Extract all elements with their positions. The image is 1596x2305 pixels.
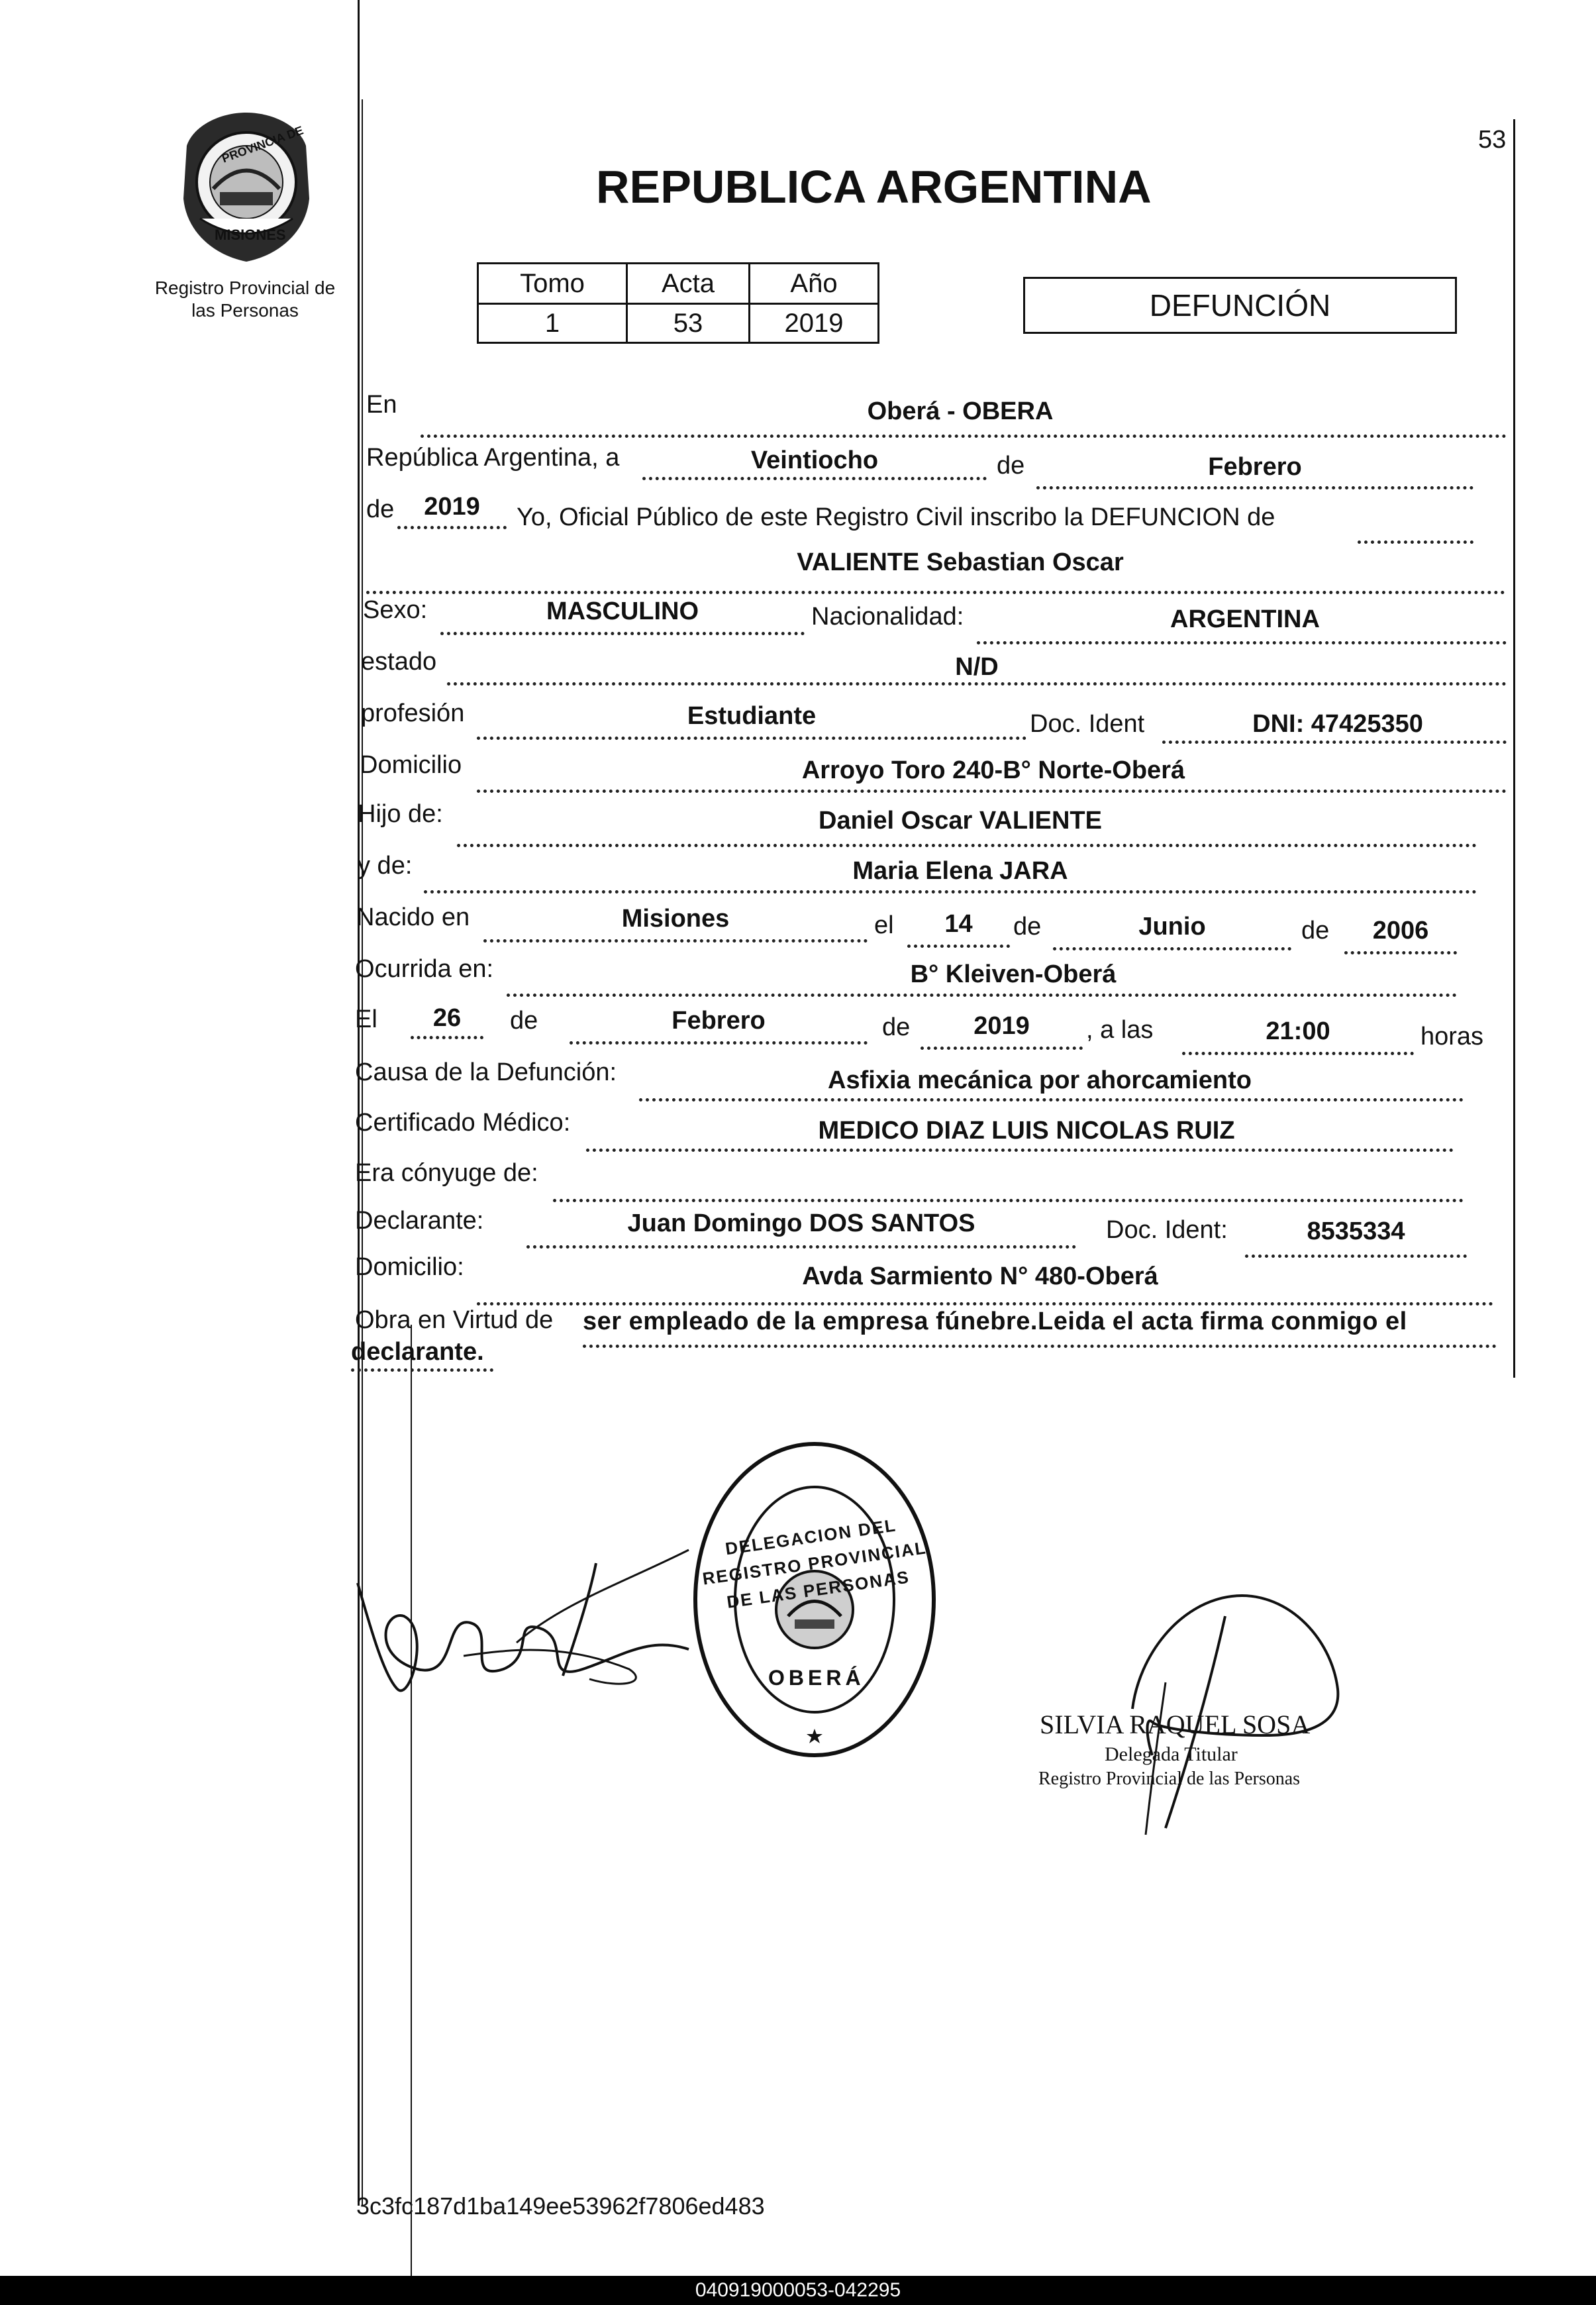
en-label: En bbox=[366, 391, 397, 419]
doc-ident-value: DNI: 47425350 bbox=[1252, 710, 1423, 738]
certificado-label: Certificado Médico: bbox=[355, 1109, 571, 1137]
estado-dotline bbox=[447, 682, 1507, 686]
stamp-city: OBERÁ bbox=[768, 1666, 865, 1690]
table-header-acta: Acta bbox=[626, 262, 750, 305]
domicilio-label: Domicilio bbox=[360, 751, 462, 779]
registry-line1: Registro Provincial de bbox=[154, 278, 336, 298]
registry-stamp bbox=[689, 1437, 940, 1762]
day-dotline bbox=[642, 477, 987, 480]
official-institution: Registro Provincial de las Personas bbox=[1038, 1768, 1301, 1789]
y-de-dotline bbox=[424, 890, 1477, 894]
obra-dotline-2 bbox=[351, 1368, 493, 1372]
table-header-ano: Año bbox=[748, 262, 879, 305]
month-text: Febrero bbox=[1208, 453, 1302, 481]
name-dotline bbox=[366, 591, 1505, 594]
a-las-label: , a las bbox=[1086, 1016, 1154, 1044]
declarante-domicilio-value: Avda Sarmiento N° 480-Oberá bbox=[802, 1262, 1158, 1290]
domicilio-value: Arroyo Toro 240-B° Norte-Oberá bbox=[801, 756, 1185, 784]
month-dotline bbox=[1036, 486, 1473, 489]
nacido-label: Nacido en bbox=[356, 903, 470, 931]
year-value: 2019 bbox=[424, 493, 480, 521]
en-value: Oberá - OBERA bbox=[867, 397, 1054, 425]
death-place: B° Kleiven-Oberá bbox=[910, 960, 1117, 988]
declarante-dotline bbox=[526, 1245, 1076, 1249]
conyuge-label: Era cónyuge de: bbox=[355, 1159, 538, 1187]
declarante-value: Juan Domingo DOS SANTOS bbox=[627, 1209, 975, 1237]
registry-label bbox=[146, 277, 344, 322]
year-dotline bbox=[397, 526, 507, 529]
seal-text-bottom: MISIONES bbox=[215, 227, 286, 243]
death-day-dotline bbox=[411, 1036, 483, 1039]
declarante-doc-value: 8535334 bbox=[1307, 1217, 1405, 1245]
doc-ident-label: Doc. Ident bbox=[1030, 710, 1145, 738]
right-margin-line bbox=[1513, 119, 1515, 1378]
province-seal-logo bbox=[174, 106, 319, 265]
birth-month: Junio bbox=[1138, 913, 1206, 941]
barcode-id: 040919000053-042295 bbox=[695, 2279, 901, 2301]
sexo-value: MASCULINO bbox=[546, 597, 699, 625]
mother-name: Maria Elena JARA bbox=[852, 857, 1068, 885]
stamp-ring-text: DELEGACION DEL REGISTRO PROVINCIAL DE LAS PERSONAS bbox=[701, 1515, 928, 1612]
day-text: Veintiocho bbox=[750, 446, 879, 474]
sexo-dotline bbox=[440, 632, 805, 635]
ocurrida-dotline bbox=[507, 994, 1457, 997]
birth-year: 2006 bbox=[1372, 917, 1429, 945]
death-time: 21:00 bbox=[1266, 1017, 1330, 1045]
document-hash: 3c3fc187d1ba149ee53962f7806ed483 bbox=[356, 2192, 765, 2220]
declarante-label: Declarante: bbox=[355, 1207, 484, 1235]
sexo-label: Sexo: bbox=[363, 596, 428, 624]
death-year: 2019 bbox=[973, 1012, 1030, 1040]
nacionalidad-dotline bbox=[977, 641, 1507, 644]
obra-value-line2: declarante. bbox=[351, 1338, 484, 1366]
seal-text-top: PROVINCIA DE bbox=[220, 123, 305, 166]
statement-dotline bbox=[1358, 540, 1473, 544]
official-name: SILVIA RAQUEL SOSA bbox=[1040, 1710, 1311, 1739]
record-type-box: DEFUNCIÓN bbox=[1023, 277, 1457, 334]
death-time-dotline bbox=[1182, 1052, 1414, 1055]
birth-place-dotline bbox=[483, 939, 868, 943]
profesion-value: Estudiante bbox=[687, 702, 817, 730]
ocurrida-label: Ocurrida en: bbox=[355, 955, 494, 983]
table-value-ano: 2019 bbox=[748, 303, 879, 344]
republica-label: República Argentina, a bbox=[366, 444, 620, 472]
hijo-dotline bbox=[457, 844, 1477, 847]
y-de-label: y de: bbox=[358, 852, 413, 880]
official-title: Delegada Titular bbox=[1105, 1743, 1238, 1765]
page-number: 53 bbox=[1478, 126, 1507, 154]
birth-month-dotline bbox=[1053, 947, 1291, 950]
fold-line bbox=[411, 1325, 412, 2292]
birth-day-dotline bbox=[907, 945, 1010, 948]
obra-dotline bbox=[583, 1345, 1497, 1348]
domicilio-dotline bbox=[477, 790, 1507, 793]
table-header-tomo: Tomo bbox=[477, 262, 628, 305]
birth-year-dotline bbox=[1344, 951, 1457, 954]
de-label-2: de bbox=[366, 495, 395, 523]
table-value-acta: 53 bbox=[626, 303, 750, 344]
de-label-6: de bbox=[882, 1013, 911, 1041]
registry-line2: las Personas bbox=[191, 300, 299, 321]
statement-text: Yo, Oficial Público de este Registro Civil inscribo la DEFUNCION de bbox=[517, 503, 1275, 531]
conyuge-dotline bbox=[553, 1199, 1464, 1202]
doc-ident-dotline bbox=[1162, 741, 1507, 744]
birth-place: Misiones bbox=[621, 905, 730, 933]
de-label-3: de bbox=[1013, 913, 1042, 941]
de-label-4: de bbox=[1301, 917, 1330, 945]
causa-label: Causa de la Defunción: bbox=[355, 1058, 617, 1086]
en-dotline bbox=[421, 435, 1507, 438]
table-value-tomo: 1 bbox=[477, 303, 628, 344]
el-label: el bbox=[874, 911, 894, 939]
declarante-domicilio-label: Domicilio: bbox=[355, 1253, 464, 1281]
death-month-dotline bbox=[570, 1041, 868, 1045]
certificado-value: MEDICO DIAZ LUIS NICOLAS RUIZ bbox=[818, 1117, 1235, 1145]
obra-label: Obra en Virtud de bbox=[355, 1306, 554, 1334]
father-name: Daniel Oscar VALIENTE bbox=[819, 807, 1102, 835]
causa-dotline bbox=[639, 1098, 1464, 1101]
left-margin-line bbox=[358, 0, 360, 2206]
declarante-doc-label: Doc. Ident: bbox=[1106, 1216, 1228, 1244]
estado-label: estado bbox=[361, 648, 437, 676]
death-month: Febrero bbox=[672, 1007, 766, 1035]
nacionalidad-value: ARGENTINA bbox=[1170, 605, 1320, 633]
deceased-name: VALIENTE Sebastian Oscar bbox=[797, 548, 1124, 576]
obra-value-line1: ser empleado de la empresa fúnebre.Leida el acta firma conmigo el bbox=[583, 1307, 1407, 1335]
declarante-doc-dotline bbox=[1245, 1255, 1467, 1258]
death-year-dotline bbox=[921, 1047, 1083, 1050]
de-label-5: de bbox=[510, 1007, 538, 1035]
declarant-signature bbox=[344, 1537, 702, 1709]
profesion-label: profesión bbox=[361, 699, 465, 727]
estado-value: N/D bbox=[955, 653, 999, 681]
declarante-domicilio-dotline bbox=[477, 1302, 1493, 1306]
causa-value: Asfixia mecánica por ahorcamiento bbox=[828, 1066, 1252, 1094]
birth-day: 14 bbox=[944, 910, 973, 938]
page-title: REPUBLICA ARGENTINA bbox=[596, 161, 1152, 213]
de-label-1: de bbox=[997, 452, 1025, 480]
hijo-label: Hijo de: bbox=[358, 800, 443, 828]
certificado-dotline bbox=[586, 1149, 1454, 1152]
el-cap-label: El bbox=[355, 1005, 377, 1033]
death-day: 26 bbox=[432, 1004, 462, 1032]
horas-label: horas bbox=[1421, 1023, 1484, 1050]
profesion-dotline bbox=[477, 737, 1026, 740]
nacionalidad-label: Nacionalidad: bbox=[811, 603, 964, 631]
left-margin-line-inner bbox=[362, 99, 363, 2206]
footer-bar bbox=[0, 2276, 1596, 2305]
